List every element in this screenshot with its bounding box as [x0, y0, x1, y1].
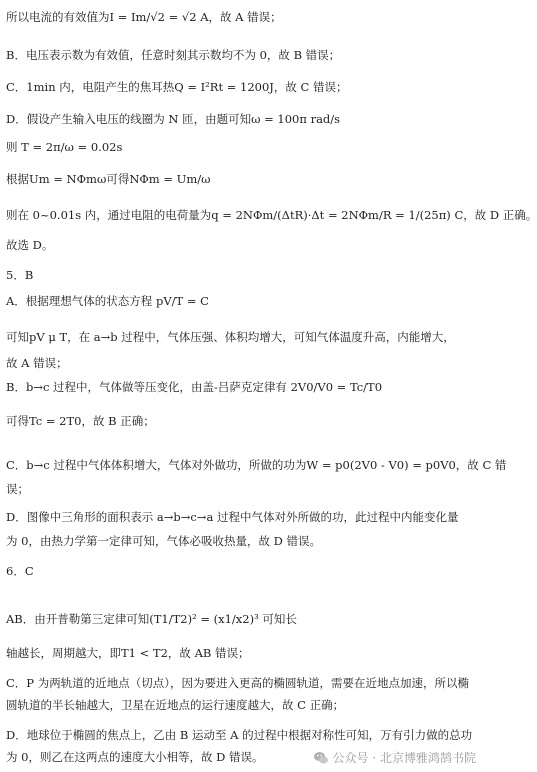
- text-line: D．假设产生输入电压的线圈为 N 匝，由题可知ω = 100π rad/s: [6, 112, 341, 126]
- text-line: 为 0，则乙在这两点的速度大小相等，故 D 错误。: [6, 750, 264, 764]
- text-line: C．P 为两轨道的近地点（切点），因为要进入更高的椭圆轨道，需要在近地点加速，所以椭: [6, 676, 469, 690]
- question-number: 6．C: [6, 564, 34, 578]
- text-line: 故 A 错误；: [6, 356, 68, 370]
- text-line: 可知pV μ T，在 a→b 过程中，气体压强、体积均增大，可知气体温度升高，内能增大，: [6, 330, 455, 344]
- text-line: 故选 D。: [6, 238, 54, 252]
- text-line: A．根据理想气体的状态方程 pV/T = C: [6, 294, 209, 308]
- text-line: 圆轨道的半长轴越大，卫星在近地点的运行速度越大，故 C 正确；: [6, 698, 345, 712]
- text-line: 根据Um = NΦmω可得NΦm = Um/ω: [6, 172, 211, 186]
- watermark: [313, 749, 476, 766]
- text-line: D．地球位于椭圆的焦点上，乙由 B 运动至 A 的过程中根据对称性可知，万有引力做的总功: [6, 728, 473, 742]
- text-line: B．电压表示数为有效值，任意时刻其示数均不为 0，故 B 错误；: [6, 48, 341, 62]
- text-line: 所以电流的有效值为I = Im/√2 = √2 A，故 A 错误；: [6, 10, 282, 24]
- text-line: 则 T = 2π/ω = 0.02s: [6, 140, 123, 154]
- text-line: C．1min 内，电阻产生的焦耳热Q = I²Rt = 1200J，故 C 错误；: [6, 80, 348, 94]
- text-line: B．b→c 过程中，气体做等压变化，由盖-吕萨克定律有 2V0/V0 = Tc/T0: [6, 380, 383, 394]
- text-line: 轴越长，周期越大，即T1 < T2，故 AB 错误；: [6, 646, 250, 660]
- wechat-icon: [313, 750, 329, 766]
- text-line: C．b→c 过程中气体体积增大，气体对外做功，所做的功为W = p0(2V0 - V0) = p0V0，故 C 错: [6, 458, 507, 472]
- watermark-text: 公众号 · 北京博雅鸿鹄书院: [332, 751, 476, 765]
- text-line: 为 0，由热力学第一定律可知，气体必吸收热量，故 D 错误。: [6, 534, 322, 548]
- text-line: AB．由开普勒第三定律可知(T1/T2)² = (x1/x2)³ 可知长: [6, 612, 297, 626]
- text-line: D．图像中三角形的面积表示 a→b→c→a 过程中气体对外所做的功，此过程中内能变化量: [6, 510, 459, 524]
- text-line: 则在 0~0.01s 内，通过电阻的电荷量为q = 2NΦm/(ΔtR)·Δt = 2NΦm/R = 1/(25π) C，故 D 正确。: [6, 208, 537, 222]
- text-line: 误；: [6, 482, 29, 496]
- text-line: 可得Tc = 2T0，故 B 正确；: [6, 414, 155, 428]
- question-number: 5．B: [6, 268, 34, 282]
